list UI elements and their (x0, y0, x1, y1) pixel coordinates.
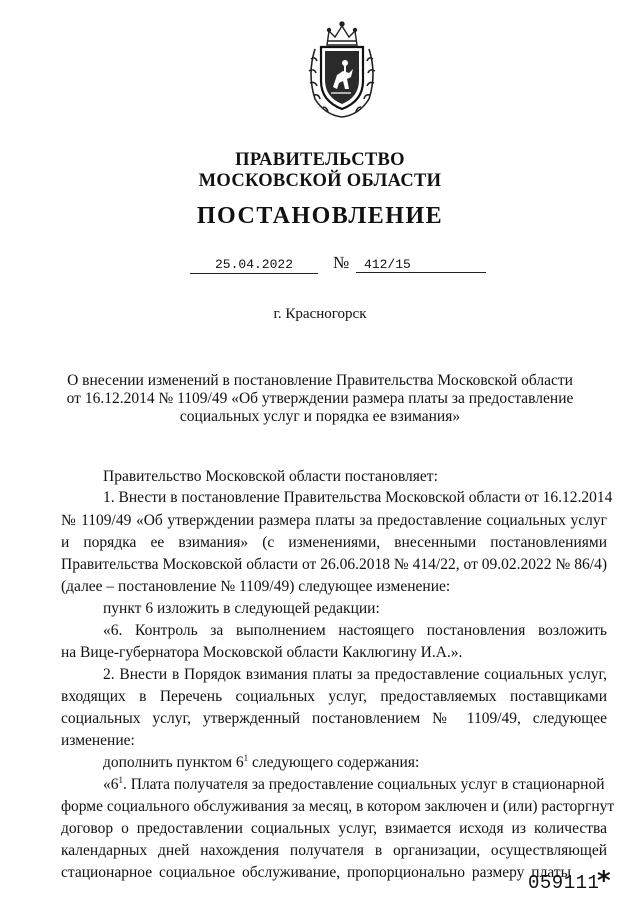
government-name-line1: ПРАВИТЕЛЬСТВО (235, 150, 405, 170)
body-line: (далее – постановление № 1109/49) следующее изменение: (61, 578, 451, 595)
document-subject (0, 372, 640, 426)
number-sign: № (333, 253, 350, 272)
body-text: дополнить пунктом 6 (103, 754, 244, 771)
subject-line: социальных услуг и порядка ее взимания» (179, 408, 461, 425)
subject-line: от 16.12.2014 № 1109/49 «Об утверждении размера платы за предоставление (66, 390, 574, 407)
body-text: следующего содержания: (248, 754, 420, 771)
body-line: Правительство Московской области постановляет: (103, 468, 438, 485)
superscript: 1 (243, 753, 249, 763)
body-line: пункт 6 изложить в следующей редакции: (103, 600, 380, 617)
body-line: договор о предоставлении социальных услуг, взимается исходя из количества (61, 820, 607, 837)
body-line: социальных услуг, утвержденный постановлением № 1109/49, следующее (61, 710, 607, 727)
body-line: 1. Внести в постановление Правительства Московской области от 16.12.2014 (103, 489, 613, 506)
shield-icon (321, 47, 363, 109)
body-line: календарных дней нахождения получателя в организации, осуществляющей (61, 842, 607, 859)
body-line: «6. Контроль за выполнением настоящего постановления возложить (103, 622, 607, 639)
city-of-issue: г. Красногорск (273, 306, 367, 322)
government-name-line2: МОСКОВСКОЙ ОБЛАСТИ (198, 171, 442, 191)
body-line: стационарное социальное обслуживание, пропорционально размеру платы (61, 864, 571, 881)
body-line: форме социального обслуживания за месяц, в котором заключен и (или) расторгнут (61, 798, 615, 815)
body-line: № 1109/49 «Об утверждении размера платы за предоставление социальных услуг (61, 512, 607, 529)
barcode-number: 059111 (528, 872, 600, 894)
body-line: изменение: (61, 732, 135, 749)
body-line: на Вице-губернатора Московской области Каклюгину И.А.». (61, 644, 463, 661)
body-text: . Плата получателя за предоставление социальных услуг в стационарной (123, 776, 605, 793)
document-date: 25.04.2022 (190, 257, 318, 274)
subject-line: О внесении изменений в постановление Правительства Московской области (67, 372, 573, 389)
crown-icon (327, 22, 357, 45)
body-line: 2. Внести в Порядок взимания платы за предоставление социальных услуг, (103, 666, 607, 683)
document-type-title: ПОСТАНОВЛЕНИЕ (196, 203, 444, 229)
star-mark: * (597, 866, 611, 896)
body-line: и порядка ее взимания» (с изменениями, внесенными постановлениями (61, 534, 607, 551)
body-line: входящих в Перечень социальных услуг, предоставляемых поставщиками (61, 688, 607, 705)
body-text: «6 (103, 776, 119, 793)
body-line (103, 754, 419, 772)
coat-of-arms-emblem (301, 19, 383, 119)
superscript: 1 (118, 775, 123, 785)
document-number: 412/15 (356, 257, 486, 273)
body-line: Правительства Московской области от 26.06.2018 № 414/22, от 09.02.2022 № 86/4) (61, 556, 607, 573)
body-line (103, 776, 605, 794)
